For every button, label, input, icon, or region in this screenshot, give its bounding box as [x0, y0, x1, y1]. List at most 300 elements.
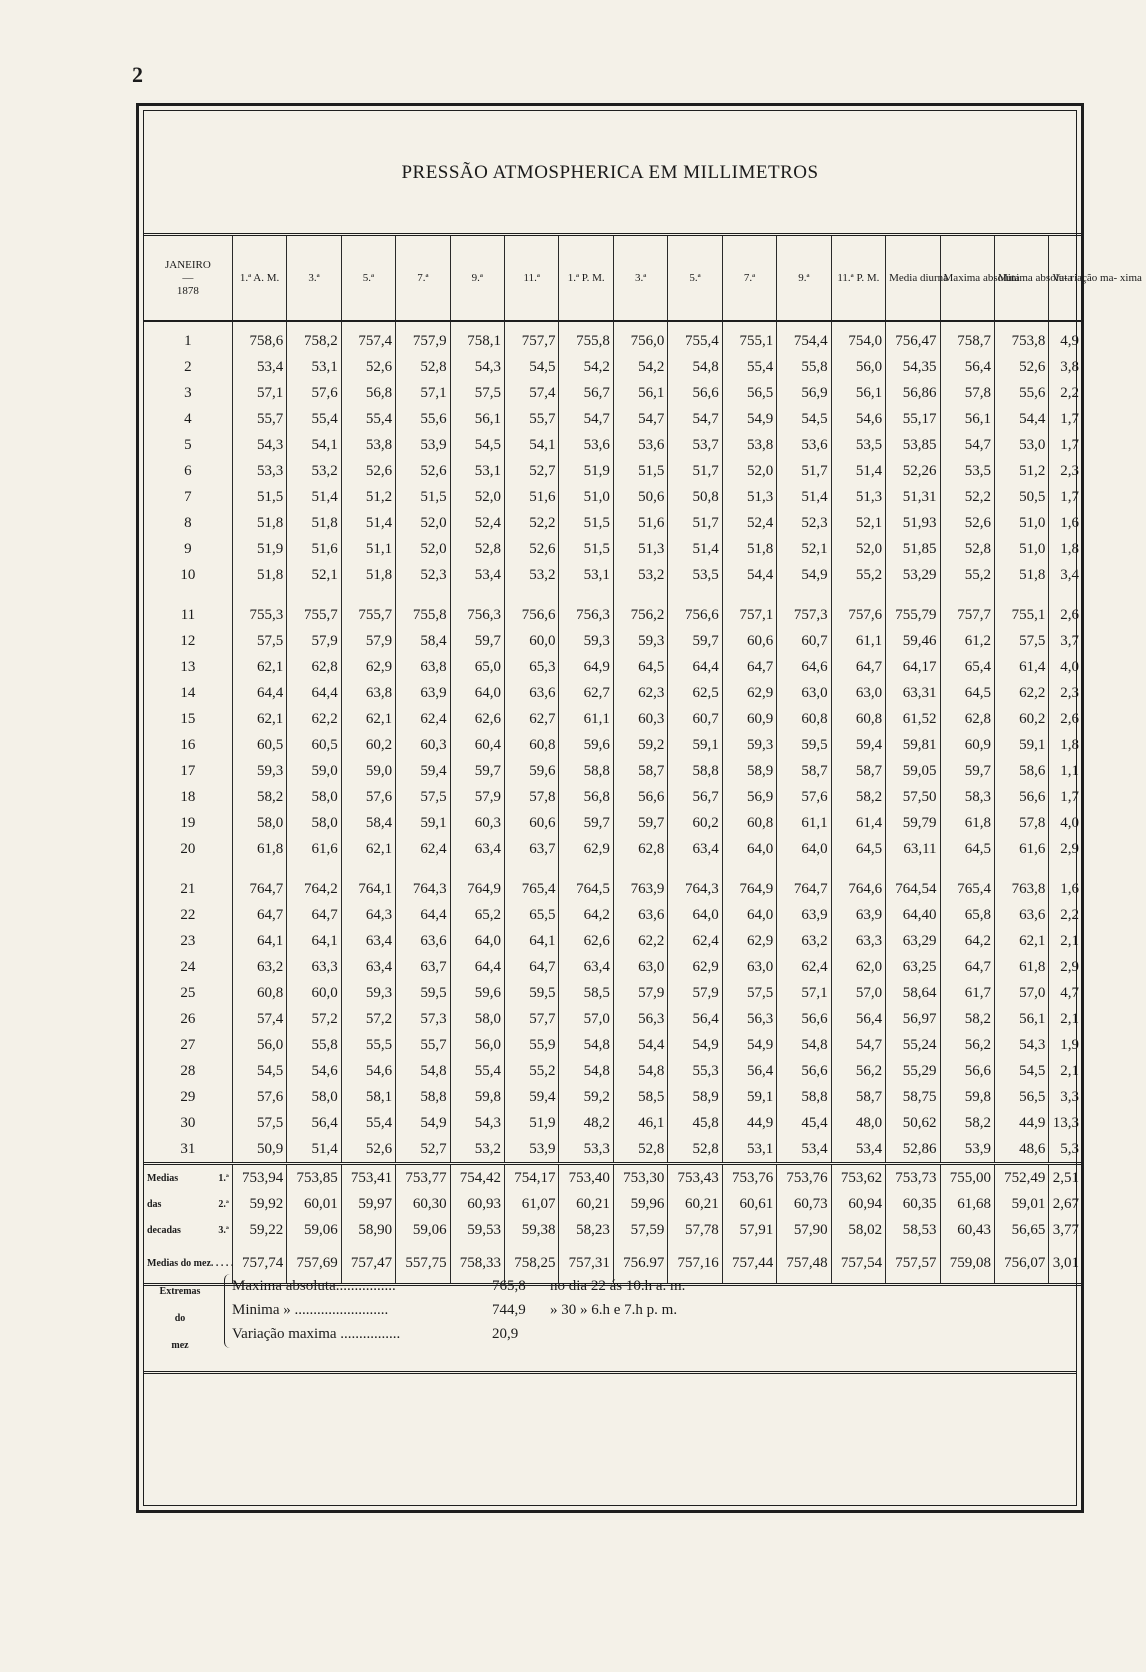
value-cell: 62,1: [341, 836, 395, 862]
value-cell: 56,6: [994, 784, 1048, 810]
value-cell: 60,94: [831, 1191, 885, 1217]
value-cell: 60,9: [722, 706, 776, 732]
value-cell: 65,4: [940, 654, 994, 680]
value-cell: 59,05: [886, 758, 940, 784]
value-cell: 53,9: [505, 1136, 559, 1164]
day-row: [144, 432, 1082, 458]
value-cell: 51,4: [831, 458, 885, 484]
value-cell: 53,1: [450, 458, 504, 484]
day-row: [144, 1084, 1082, 1110]
day-row: [144, 628, 1082, 654]
value-cell: 63,2: [232, 954, 286, 980]
value-cell: 60,61: [722, 1191, 776, 1217]
value-cell: 54,7: [559, 406, 613, 432]
day-number: 31: [144, 1136, 232, 1164]
value-cell: 65,3: [505, 654, 559, 680]
spacer-cell: [613, 862, 667, 876]
spacer-cell: [886, 862, 940, 876]
decade-number: 1.ª: [218, 1172, 229, 1184]
value-cell: 3,8: [1060, 359, 1079, 375]
value-cell: 758,33: [450, 1243, 504, 1285]
spacer-cell: [886, 588, 940, 602]
value-cell: 64,1: [287, 928, 341, 954]
spacer-cell: [341, 862, 395, 876]
decade-number: 3.ª: [218, 1224, 229, 1236]
value-cell: 55,4: [287, 406, 341, 432]
value-cell: 53,6: [613, 432, 667, 458]
value-cell: 51,0: [994, 510, 1048, 536]
value-cell: 60,73: [777, 1191, 831, 1217]
value-cell: 55,2: [831, 562, 885, 588]
spacer-cell: [668, 588, 722, 602]
value-cell: 57,2: [287, 1006, 341, 1032]
value-cell: 52,0: [831, 536, 885, 562]
value-cell: 51,0: [559, 484, 613, 510]
day-number: 9: [144, 536, 232, 562]
value-cell: 3,4: [1060, 567, 1079, 583]
value-cell: 4,0: [1060, 659, 1079, 675]
value-cell: 57,1: [232, 380, 286, 406]
value-cell: 60,35: [886, 1191, 940, 1217]
value-cell: 63,7: [505, 836, 559, 862]
day-number: 12: [144, 628, 232, 654]
value-cell: 59,5: [396, 980, 450, 1006]
day-row: [144, 458, 1082, 484]
value-cell: 53,3: [559, 1136, 613, 1164]
value-cell: 764,9: [722, 876, 776, 902]
value-cell: 57,9: [287, 628, 341, 654]
value-cell: 63,31: [886, 680, 940, 706]
value-cell: 54,5: [777, 406, 831, 432]
value-cell: 64,0: [668, 902, 722, 928]
col-header: 7.ª: [722, 235, 776, 322]
value-cell: 63,4: [450, 836, 504, 862]
value-cell: 59,53: [450, 1217, 504, 1243]
day-number: 8: [144, 510, 232, 536]
value-cell: 52,6: [341, 1136, 395, 1164]
year-header: 1878: [176, 284, 199, 297]
day-number: 30: [144, 1110, 232, 1136]
value-cell: 59,96: [613, 1191, 667, 1217]
value-cell: 59,7: [668, 628, 722, 654]
value-cell: 58,5: [559, 980, 613, 1006]
value-cell: 62,4: [668, 928, 722, 954]
spacer-cell: [341, 588, 395, 602]
day-number: 18: [144, 784, 232, 810]
value-cell: 2,3: [1060, 685, 1079, 701]
value-cell: 63,25: [886, 954, 940, 980]
col-header: 9.ª: [450, 235, 504, 322]
col-header: Maxima absoluta: [940, 235, 994, 322]
value-cell: 60,6: [505, 810, 559, 836]
value-cell: 54,1: [287, 432, 341, 458]
value-cell: 52,3: [777, 510, 831, 536]
value-cell: 54,8: [777, 1032, 831, 1058]
value-cell: 62,5: [668, 680, 722, 706]
extreme-value: 765,8: [492, 1278, 526, 1294]
value-cell: 50,62: [886, 1110, 940, 1136]
value-cell: 53,6: [559, 432, 613, 458]
day-number: 20: [144, 836, 232, 862]
value-cell: 56,4: [831, 1006, 885, 1032]
spacer-row: [144, 862, 1082, 876]
value-cell: 53,85: [886, 432, 940, 458]
value-cell: 64,4: [232, 680, 286, 706]
value-cell: 59,3: [232, 758, 286, 784]
value-cell: 62,9: [722, 928, 776, 954]
value-cell: 60,93: [450, 1191, 504, 1217]
day-row: [144, 980, 1082, 1006]
extreme-name: Minima » .........................: [232, 1302, 389, 1318]
value-cell: 56,4: [287, 1110, 341, 1136]
value-cell: 55,8: [287, 1032, 341, 1058]
decade-number: 2.ª: [218, 1198, 229, 1210]
value-cell: 54,5: [232, 1058, 286, 1084]
value-cell: 58,3: [940, 784, 994, 810]
spacer-cell: [1049, 862, 1082, 876]
value-cell: 58,2: [232, 784, 286, 810]
value-cell: 56,1: [994, 1006, 1048, 1032]
value-cell: 59,6: [450, 980, 504, 1006]
value-cell: 58,4: [396, 628, 450, 654]
pressure-table: [144, 233, 1142, 1286]
value-cell: 758,6: [232, 321, 286, 354]
value-cell: 62,1: [994, 928, 1048, 954]
day-number: 4: [144, 406, 232, 432]
value-cell: 54,9: [396, 1110, 450, 1136]
value-cell: 54,6: [341, 1058, 395, 1084]
value-cell: 58,8: [777, 1084, 831, 1110]
value-cell: 755,8: [396, 602, 450, 628]
value-cell: 59,3: [341, 980, 395, 1006]
value-cell: 2,2: [1060, 385, 1079, 401]
value-cell: 56,8: [341, 380, 395, 406]
value-cell: 56,1: [831, 380, 885, 406]
value-cell: 60,3: [613, 706, 667, 732]
day-number: 24: [144, 954, 232, 980]
value-cell: 59,1: [722, 1084, 776, 1110]
value-cell: 57,9: [450, 784, 504, 810]
value-cell: 57,0: [559, 1006, 613, 1032]
value-cell: 57,9: [341, 628, 395, 654]
value-cell: 54,9: [722, 406, 776, 432]
value-cell: 56,4: [940, 354, 994, 380]
value-cell: 61,4: [994, 654, 1048, 680]
day-number: 25: [144, 980, 232, 1006]
value-cell: 51,7: [668, 510, 722, 536]
value-cell: 56,4: [722, 1058, 776, 1084]
value-cell: 756,47: [886, 321, 940, 354]
value-cell: 53,5: [831, 432, 885, 458]
value-cell: 763,9: [613, 876, 667, 902]
value-cell: 756,2: [613, 602, 667, 628]
day-row: [144, 654, 1082, 680]
value-cell: 58,7: [831, 758, 885, 784]
value-cell: 53,9: [396, 432, 450, 458]
value-cell: 755,3: [232, 602, 286, 628]
value-cell: 54,3: [232, 432, 286, 458]
value-cell: 57,5: [994, 628, 1048, 654]
value-cell: 57,5: [722, 980, 776, 1006]
extremes-label-line: mez: [171, 1340, 189, 1351]
value-cell: 60,6: [722, 628, 776, 654]
extreme-value: 744,9: [492, 1302, 526, 1318]
day-number: 3: [144, 380, 232, 406]
spacer-cell: [940, 588, 994, 602]
value-cell: 61,2: [940, 628, 994, 654]
value-cell: 57,4: [232, 1006, 286, 1032]
value-cell: 59,06: [287, 1217, 341, 1243]
value-cell: 764,7: [232, 876, 286, 902]
value-cell: 52,1: [777, 536, 831, 562]
value-cell: 58,7: [613, 758, 667, 784]
col-header: Va- riação ma- xima: [1049, 235, 1082, 322]
day-row: [144, 380, 1082, 406]
value-cell: 757,9: [396, 321, 450, 354]
value-cell: 53,3: [232, 458, 286, 484]
value-cell: 52,4: [722, 510, 776, 536]
value-cell: 3,7: [1060, 633, 1079, 649]
value-cell: 1,9: [1060, 1037, 1079, 1053]
value-cell: 56,7: [559, 380, 613, 406]
day-number: 14: [144, 680, 232, 706]
value-cell: 51,6: [505, 484, 559, 510]
value-cell: 57,6: [341, 784, 395, 810]
value-cell: 61,8: [232, 836, 286, 862]
value-cell: 51,4: [341, 510, 395, 536]
value-cell: 53,4: [232, 354, 286, 380]
day-number: 7: [144, 484, 232, 510]
value-cell: 62,9: [341, 654, 395, 680]
value-cell: 55,7: [505, 406, 559, 432]
value-cell: 764,5: [559, 876, 613, 902]
value-cell: 753,62: [831, 1164, 885, 1192]
value-cell: 58,9: [668, 1084, 722, 1110]
value-cell: 755,7: [341, 602, 395, 628]
value-cell: 54,3: [450, 354, 504, 380]
extremes-label-line: do: [174, 1313, 186, 1324]
value-cell: 52,8: [396, 354, 450, 380]
value-cell: 60,7: [777, 628, 831, 654]
day-number: 10: [144, 562, 232, 588]
day-row: [144, 510, 1082, 536]
value-cell: 755,7: [287, 602, 341, 628]
value-cell: 756,0: [613, 321, 667, 354]
value-cell: 45,4: [777, 1110, 831, 1136]
value-cell: 5,3: [1060, 1141, 1079, 1157]
value-cell: 753,76: [722, 1164, 776, 1192]
value-cell: 753,85: [287, 1164, 341, 1192]
spacer-cell: [831, 588, 885, 602]
spacer-cell: [831, 862, 885, 876]
value-cell: 64,7: [287, 902, 341, 928]
value-cell: 57,0: [831, 980, 885, 1006]
value-cell: 57,9: [668, 980, 722, 1006]
value-cell: 62,7: [559, 680, 613, 706]
value-cell: 50,5: [994, 484, 1048, 510]
value-cell: 55,6: [396, 406, 450, 432]
day-row: [144, 680, 1082, 706]
day-number: 22: [144, 902, 232, 928]
value-cell: 57,90: [777, 1217, 831, 1243]
value-cell: 759,08: [940, 1243, 994, 1285]
value-cell: 55,24: [886, 1032, 940, 1058]
extreme-row: [232, 1274, 685, 1298]
value-cell: 52,2: [940, 484, 994, 510]
value-cell: 63,6: [613, 902, 667, 928]
page-title: PRESSÃO ATMOSPHERICA EM MILLIMETROS: [401, 162, 819, 183]
value-cell: 753,77: [396, 1164, 450, 1192]
value-cell: 55,3: [668, 1058, 722, 1084]
value-cell: 57,3: [396, 1006, 450, 1032]
value-cell: 51,4: [777, 484, 831, 510]
value-cell: 61,4: [831, 810, 885, 836]
decade-row: [144, 1191, 1082, 1217]
value-cell: 58,8: [396, 1084, 450, 1110]
value-cell: 62,1: [232, 654, 286, 680]
value-cell: 64,9: [559, 654, 613, 680]
value-cell: 64,7: [232, 902, 286, 928]
value-cell: 59,1: [994, 732, 1048, 758]
day-row: [144, 1006, 1082, 1032]
value-cell: 51,3: [722, 484, 776, 510]
value-cell: 756.97: [613, 1243, 667, 1285]
value-cell: 58,0: [232, 810, 286, 836]
value-cell: 755,4: [668, 321, 722, 354]
value-cell: 51,1: [341, 536, 395, 562]
value-cell: 58,7: [777, 758, 831, 784]
value-cell: 64,1: [505, 928, 559, 954]
value-cell: 52,0: [450, 484, 504, 510]
value-cell: 57,8: [994, 810, 1048, 836]
value-cell: 52,6: [994, 354, 1048, 380]
spacer-row: [144, 588, 1082, 602]
col-header: 3.ª: [287, 235, 341, 322]
value-cell: 51,3: [613, 536, 667, 562]
day-number: 13: [144, 654, 232, 680]
day-row: [144, 406, 1082, 432]
value-cell: 58,75: [886, 1084, 940, 1110]
value-cell: 63,4: [668, 836, 722, 862]
value-cell: 60,0: [505, 628, 559, 654]
spacer-cell: [994, 862, 1048, 876]
value-cell: 64,1: [232, 928, 286, 954]
value-cell: 57,0: [994, 980, 1048, 1006]
value-cell: 56,9: [777, 380, 831, 406]
value-cell: 61,6: [287, 836, 341, 862]
value-cell: 59,0: [287, 758, 341, 784]
value-cell: 54,4: [994, 406, 1048, 432]
value-cell: 755,1: [722, 321, 776, 354]
value-cell: 52,6: [940, 510, 994, 536]
value-cell: 61,8: [994, 954, 1048, 980]
value-cell: 1,8: [1060, 541, 1079, 557]
value-cell: 57,78: [668, 1217, 722, 1243]
value-cell: 62,1: [341, 706, 395, 732]
spacer-cell: [994, 588, 1048, 602]
value-cell: 1,6: [1060, 515, 1079, 531]
value-cell: 59,92: [232, 1191, 286, 1217]
value-cell: 59,5: [777, 732, 831, 758]
value-cell: 55,17: [886, 406, 940, 432]
value-cell: 58,2: [831, 784, 885, 810]
value-cell: 59,5: [505, 980, 559, 1006]
value-cell: 60,8: [232, 980, 286, 1006]
value-cell: 757,47: [341, 1243, 395, 1285]
col-header: 3.ª: [613, 235, 667, 322]
value-cell: 51,9: [505, 1110, 559, 1136]
extremes-label: [146, 1278, 214, 1359]
value-cell: 51,31: [886, 484, 940, 510]
value-cell: 58,8: [668, 758, 722, 784]
value-cell: 62,8: [287, 654, 341, 680]
value-cell: 51,6: [287, 536, 341, 562]
value-cell: 63,8: [341, 680, 395, 706]
value-cell: 60,21: [559, 1191, 613, 1217]
value-cell: 51,0: [994, 536, 1048, 562]
value-cell: 54,9: [722, 1032, 776, 1058]
value-cell: 59,7: [450, 628, 504, 654]
day-row: [144, 484, 1082, 510]
value-cell: 4,7: [1060, 985, 1079, 1001]
value-cell: 57,1: [396, 380, 450, 406]
value-cell: 64,0: [450, 680, 504, 706]
value-cell: 54,6: [831, 406, 885, 432]
value-cell: 756,3: [450, 602, 504, 628]
value-cell: 64,7: [722, 654, 776, 680]
value-cell: 753,94: [232, 1164, 286, 1192]
value-cell: 54,9: [777, 562, 831, 588]
decade-label: [144, 1217, 232, 1243]
value-cell: 64,3: [341, 902, 395, 928]
value-cell: 757,31: [559, 1243, 613, 1285]
value-cell: 4,0: [1060, 815, 1079, 831]
value-cell: 63,0: [722, 954, 776, 980]
value-cell: 764,9: [450, 876, 504, 902]
value-cell: 62,4: [396, 836, 450, 862]
value-cell: 57,8: [505, 784, 559, 810]
value-cell: 60,8: [505, 732, 559, 758]
value-cell: 52,8: [940, 536, 994, 562]
value-cell: 60,01: [287, 1191, 341, 1217]
value-cell: 50,6: [613, 484, 667, 510]
value-cell: 51,9: [559, 458, 613, 484]
value-cell: 59,6: [505, 758, 559, 784]
value-cell: 756,3: [559, 602, 613, 628]
value-cell: 52,7: [505, 458, 559, 484]
spacer-cell: [232, 862, 286, 876]
value-cell: 758,2: [287, 321, 341, 354]
value-cell: 48,2: [559, 1110, 613, 1136]
value-cell: 54,1: [505, 432, 559, 458]
dash: —: [182, 271, 194, 284]
value-cell: 59,97: [341, 1191, 395, 1217]
day-row: [144, 810, 1082, 836]
value-cell: 52,6: [341, 354, 395, 380]
day-number: 1: [144, 321, 232, 354]
value-cell: 51,4: [287, 1136, 341, 1164]
value-cell: 56,7: [668, 784, 722, 810]
value-cell: 58,6: [994, 758, 1048, 784]
value-cell: 52,6: [341, 458, 395, 484]
table-frame-inner: [143, 110, 1142, 1506]
value-cell: 56,4: [668, 1006, 722, 1032]
value-cell: 756,6: [668, 602, 722, 628]
value-cell: 58,2: [940, 1006, 994, 1032]
value-cell: 51,2: [994, 458, 1048, 484]
value-cell: 1,7: [1060, 489, 1079, 505]
value-cell: 62,9: [668, 954, 722, 980]
